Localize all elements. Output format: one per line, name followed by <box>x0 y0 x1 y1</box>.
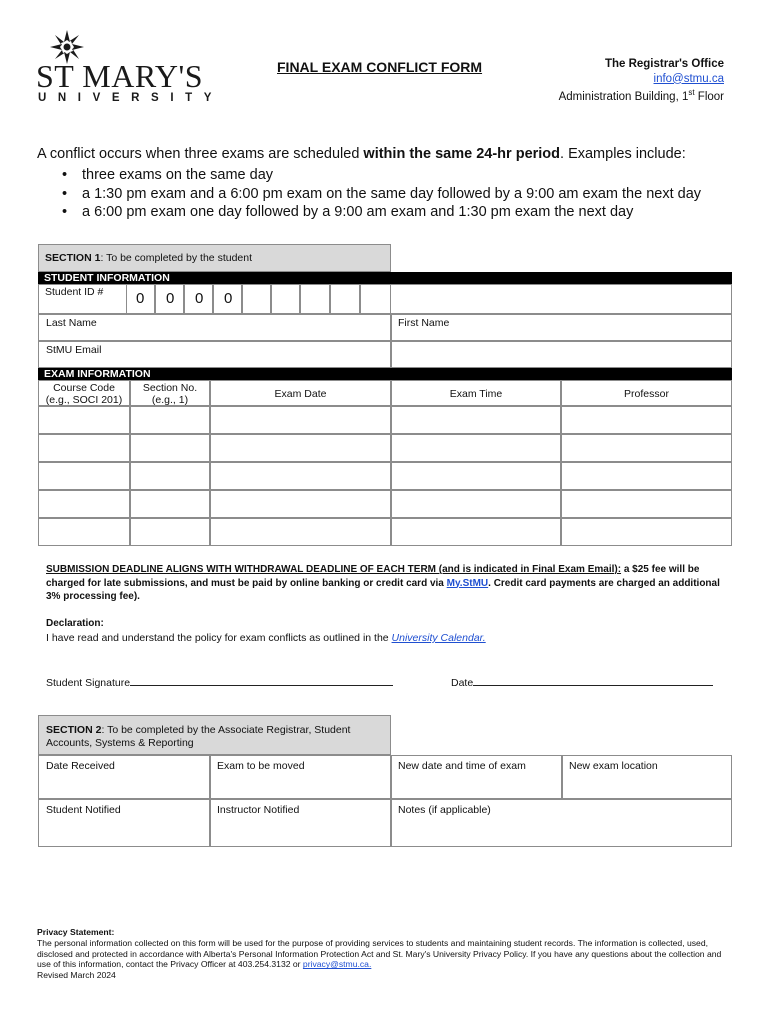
first-name-field[interactable]: First Name <box>391 314 732 341</box>
exam-date-input[interactable] <box>210 490 391 518</box>
course-code-input[interactable] <box>38 490 130 518</box>
exam-time-input[interactable] <box>391 490 561 518</box>
section-no-header: Section No. (e.g., 1) <box>130 380 210 406</box>
declaration-title: Declaration: <box>46 618 104 629</box>
section-no-input[interactable] <box>130 434 210 462</box>
exam-date-input[interactable] <box>210 462 391 490</box>
instructor-notified-field[interactable]: Instructor Notified <box>210 799 391 847</box>
professor-input[interactable] <box>561 434 732 462</box>
intro-text: A conflict occurs when three exams are scheduled within the same 24-hr period. Examples include: <box>37 146 686 162</box>
student-id-blank <box>391 284 732 314</box>
list-item: • three exams on the same day <box>62 166 701 185</box>
office-location: Administration Building, 1st Floor <box>558 88 724 103</box>
exam-date-input[interactable] <box>210 434 391 462</box>
exam-to-be-moved-field[interactable]: Exam to be moved <box>210 755 391 799</box>
professor-header: Professor <box>561 380 732 406</box>
section-1-form <box>38 244 732 546</box>
exam-time-input[interactable] <box>391 434 561 462</box>
section-no-input[interactable] <box>130 518 210 546</box>
student-id-digit: 0 <box>195 290 204 307</box>
professor-input[interactable] <box>561 462 732 490</box>
student-id-digit-box[interactable] <box>242 284 271 314</box>
new-location-field[interactable]: New exam location <box>562 755 732 799</box>
last-name-field[interactable]: Last Name <box>38 314 391 341</box>
section-no-input[interactable] <box>130 406 210 434</box>
professor-input[interactable] <box>561 518 732 546</box>
university-logo <box>36 30 224 104</box>
student-info-header: STUDENT INFORMATION <box>38 272 732 284</box>
section-1-header: SECTION 1: To be completed by the student <box>38 244 391 272</box>
examples-list <box>62 166 701 222</box>
exam-info-header: EXAM INFORMATION <box>38 368 732 380</box>
email-field-blank <box>391 341 732 368</box>
course-code-input[interactable] <box>38 518 130 546</box>
professor-input[interactable] <box>561 406 732 434</box>
student-id-label: Student ID # <box>45 286 104 298</box>
student-id-digit-box[interactable] <box>300 284 330 314</box>
logo-wordmark: ST MARY'S <box>36 58 204 94</box>
office-email-link[interactable]: info@stmu.ca <box>653 72 724 85</box>
notes-field[interactable]: Notes (if applicable) <box>391 799 732 847</box>
student-id-digit-box[interactable] <box>360 284 391 314</box>
course-code-input[interactable] <box>38 406 130 434</box>
date-received-field[interactable]: Date Received <box>38 755 210 799</box>
new-date-time-field[interactable]: New date and time of exam <box>391 755 562 799</box>
university-calendar-link[interactable]: University Calendar. <box>391 632 486 644</box>
exam-date-input[interactable] <box>210 406 391 434</box>
revised-date: Revised March 2024 <box>37 970 116 981</box>
exam-time-input[interactable] <box>391 406 561 434</box>
list-item: • a 6:00 pm exam one day followed by a 9:00 am exam and 1:30 pm exam the next day <box>62 203 701 222</box>
privacy-text: The personal information collected on this form will be used for the purpose of providing services to students and maintaining student records. The information is collected, used, disclosed and protected in accordance with Alberta's Personal Information Protection Act and St. Mary's University Privacy Policy. If you have any questions about the collection and use of this information, contact the Privacy Officer at 403.254.3132 or privacy@stmu.ca. <box>37 937 722 970</box>
registrar-contact <box>559 57 724 104</box>
privacy-email-link[interactable]: privacy@stmu.ca. <box>302 959 372 970</box>
course-code-input[interactable] <box>38 434 130 462</box>
course-code-header: Course Code (e.g., SOCI 201) <box>38 380 130 406</box>
section-2-header: SECTION 2: To be completed by the Associate Registrar, Student Accounts, Systems & Reporting <box>38 715 391 755</box>
professor-input[interactable] <box>561 490 732 518</box>
student-id-digit-box[interactable] <box>271 284 300 314</box>
student-id-digit: 0 <box>136 290 145 307</box>
student-notified-field[interactable]: Student Notified <box>38 799 210 847</box>
exam-date-header: Exam Date <box>210 380 391 406</box>
email-field[interactable]: StMU Email <box>38 341 391 368</box>
course-code-input[interactable] <box>38 462 130 490</box>
signature-date-field[interactable]: Date <box>451 676 713 689</box>
section-2-form <box>38 715 732 847</box>
privacy-statement <box>37 927 737 981</box>
student-signature-field[interactable]: Student Signature <box>46 676 393 689</box>
exam-date-input[interactable] <box>210 518 391 546</box>
privacy-title: Privacy Statement: <box>37 927 115 937</box>
office-name: The Registrar's Office <box>604 58 724 70</box>
declaration-text: I have read and understand the policy for exam conflicts as outlined in the University Calendar. <box>46 632 486 644</box>
list-item: • a 1:30 pm exam and a 6:00 pm exam on the same day followed by a 9:00 am exam the next day <box>62 185 701 204</box>
exam-time-input[interactable] <box>391 462 561 490</box>
my-stmu-link[interactable]: My.StMU <box>446 577 489 589</box>
section-no-input[interactable] <box>130 490 210 518</box>
student-id-digit: 0 <box>224 290 233 307</box>
section-no-input[interactable] <box>130 462 210 490</box>
exam-time-input[interactable] <box>391 518 561 546</box>
form-title: FINAL EXAM CONFLICT FORM <box>277 59 483 75</box>
student-id-digit: 0 <box>166 290 175 307</box>
exam-time-header: Exam Time <box>391 380 561 406</box>
logo-subtext: UNIVERSITY <box>38 92 224 104</box>
student-id-digit-box[interactable] <box>330 284 360 314</box>
submission-deadline-notice: SUBMISSION DEADLINE ALIGNS WITH WITHDRAWAL DEADLINE OF EACH TERM (and is indicated in Final Exam Email): a $25 fee will be charged for late submissions, and must be paid by online banking or credit card via My.StMU. Credit card payments are charged an additional 3% processing fee). <box>46 564 720 602</box>
